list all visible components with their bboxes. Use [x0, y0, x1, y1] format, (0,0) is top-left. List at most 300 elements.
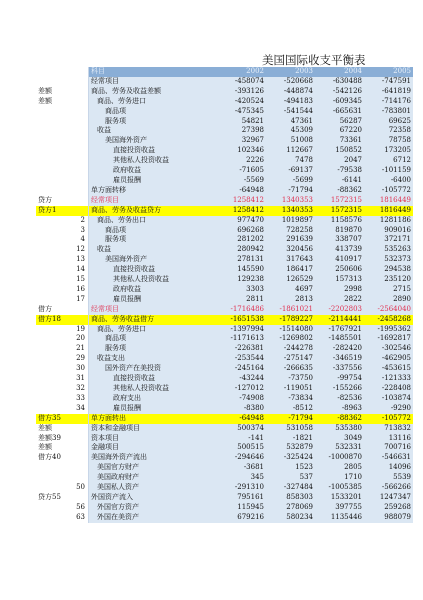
row-value-cell: 145590	[217, 265, 266, 275]
row-value-cell: -714176	[364, 97, 413, 107]
row-value-cell: 6712	[364, 156, 413, 166]
row-line-number: 16	[76, 284, 85, 293]
row-value-cell: -6141	[315, 176, 364, 186]
row-side-label: 差额	[38, 96, 52, 105]
row-side-label	[36, 245, 74, 255]
header-year: 2002	[217, 67, 266, 77]
table-row	[36, 285, 413, 295]
row-line-number	[74, 156, 89, 166]
row-side-label	[36, 483, 74, 493]
row-value-cell: 317643	[266, 255, 315, 265]
row-item-label: 商品项	[89, 334, 218, 344]
row-value-cell: -64948	[217, 414, 266, 424]
table-row	[36, 315, 413, 325]
row-side-label	[36, 235, 74, 245]
row-value-cell: 1572315	[315, 196, 364, 206]
row-value-cell: 259268	[364, 503, 413, 513]
row-item-label: 收益支出	[89, 354, 218, 364]
row-value-cell: -1789227	[266, 315, 315, 325]
row-side-label	[36, 126, 74, 136]
row-value-cell: -127012	[217, 384, 266, 394]
table-row	[36, 136, 413, 146]
row-value-cell: 1533201	[315, 493, 364, 503]
row-value-cell: 54821	[217, 117, 266, 127]
row-line-number	[74, 176, 89, 186]
row-value-cell: 696268	[217, 226, 266, 236]
table-row	[36, 364, 413, 374]
row-item-label: 雇员报酬	[89, 176, 218, 186]
row-line-number	[74, 136, 89, 146]
table-row	[36, 117, 413, 127]
row-value-cell: -1005385	[315, 483, 364, 493]
row-value-cell: -282420	[315, 344, 364, 354]
row-item-label: 政府收益	[89, 166, 218, 176]
row-side-label	[36, 364, 74, 374]
row-line-number: 20	[76, 334, 85, 343]
table-row	[36, 87, 413, 97]
row-side-label: 贷方55	[38, 492, 61, 501]
row-value-cell: -245164	[217, 364, 266, 374]
row-value-cell: -1995362	[364, 325, 413, 335]
row-value-cell: -1397994	[217, 325, 266, 335]
row-item-label: 服务项	[89, 117, 218, 127]
row-value-cell: -1000870	[315, 453, 364, 463]
row-value-cell: -121333	[364, 374, 413, 384]
row-value-cell: -420524	[217, 97, 266, 107]
row-value-cell: 14096	[364, 463, 413, 473]
row-line-number: 15	[76, 275, 85, 284]
table-row	[36, 156, 413, 166]
row-item-label: 雇员报酬	[89, 295, 218, 305]
row-line-number	[74, 77, 89, 87]
row-item-label: 美国海外资产	[89, 136, 218, 146]
table-row	[36, 166, 413, 176]
row-side-label	[36, 473, 74, 483]
row-line-number: 4	[80, 235, 85, 244]
row-value-cell: 535263	[364, 245, 413, 255]
row-value-cell: -69137	[266, 166, 315, 176]
row-value-cell: 2805	[315, 463, 364, 473]
table-row	[36, 503, 413, 513]
row-value-cell: 500515	[217, 443, 266, 453]
row-side-label	[36, 226, 74, 236]
row-item-label: 外国资产流入	[89, 493, 218, 503]
row-value-cell: 281202	[217, 235, 266, 245]
row-value-cell: -64948	[217, 186, 266, 196]
row-value-cell: 73361	[315, 136, 364, 146]
row-line-number	[74, 305, 89, 315]
row-side-label: 贷方	[38, 195, 52, 204]
row-value-cell: -2458268	[364, 315, 413, 325]
row-item-label: 直接投资收益	[89, 265, 218, 275]
row-side-label	[36, 463, 74, 473]
table-row	[36, 443, 413, 453]
row-value-cell: -747591	[364, 77, 413, 87]
row-value-cell: 102346	[217, 146, 266, 156]
row-line-number	[74, 473, 89, 483]
table-row	[36, 344, 413, 354]
table-row	[36, 463, 413, 473]
table-row	[36, 255, 413, 265]
row-side-label	[36, 404, 74, 414]
row-line-number: 30	[76, 364, 85, 373]
table-row	[36, 77, 413, 87]
row-value-cell: 500374	[217, 424, 266, 434]
table-row	[36, 176, 413, 186]
table-row	[36, 404, 413, 414]
row-item-label: 经常项目	[89, 77, 218, 87]
row-value-cell: -294646	[217, 453, 266, 463]
row-item-label: 收益	[89, 245, 218, 255]
row-value-cell: 186417	[266, 265, 315, 275]
table-row	[36, 493, 413, 503]
row-value-cell: -1485501	[315, 334, 364, 344]
row-line-number	[74, 434, 89, 444]
row-value-cell: -291310	[217, 483, 266, 493]
row-value-cell: -88362	[315, 186, 364, 196]
row-side-label	[36, 354, 74, 364]
row-item-label: 直接投资收益	[89, 374, 218, 384]
row-item-label: 其他私人投资收益	[89, 384, 218, 394]
row-item-label: 商品、劳务进口	[89, 325, 218, 335]
row-item-label: 美国海外资产流出	[89, 453, 218, 463]
row-value-cell: 1019897	[266, 216, 315, 226]
row-value-cell: -475345	[217, 107, 266, 117]
table-row	[36, 453, 413, 463]
table-row	[36, 384, 413, 394]
row-side-label	[36, 255, 74, 265]
table-row	[36, 473, 413, 483]
row-value-cell: 32967	[217, 136, 266, 146]
row-value-cell: 78758	[364, 136, 413, 146]
row-value-cell: -1821	[266, 434, 315, 444]
row-side-label	[36, 334, 74, 344]
row-line-number: 56	[76, 502, 85, 511]
row-value-cell: -82536	[315, 394, 364, 404]
row-value-cell: 532331	[315, 443, 364, 453]
row-value-cell: -783801	[364, 107, 413, 117]
row-value-cell: 291639	[266, 235, 315, 245]
row-value-cell: 320456	[266, 245, 315, 255]
row-value-cell: 47361	[266, 117, 315, 127]
row-value-cell: 45309	[266, 126, 315, 136]
row-value-cell: 280942	[217, 245, 266, 255]
row-value-cell: -2114441	[315, 315, 364, 325]
row-side-label	[36, 503, 74, 513]
row-line-number	[74, 493, 89, 503]
row-side-label: 借方40	[38, 453, 61, 462]
row-value-cell: -1716486	[217, 305, 266, 315]
row-value-cell: 338707	[315, 235, 364, 245]
table-row	[36, 97, 413, 107]
row-value-cell: -665631	[315, 107, 364, 117]
row-value-cell: -244278	[266, 344, 315, 354]
row-value-cell: 1523	[266, 463, 315, 473]
row-value-cell: 4697	[266, 285, 315, 295]
row-line-number	[74, 196, 89, 206]
row-side-label	[36, 285, 74, 295]
row-value-cell: -105772	[364, 186, 413, 196]
table-row	[36, 216, 413, 226]
row-value-cell: 2715	[364, 285, 413, 295]
row-side-label: 借方	[38, 304, 52, 313]
row-side-label	[36, 107, 74, 117]
row-value-cell: -546631	[364, 453, 413, 463]
row-value-cell: 580234	[266, 513, 315, 523]
table-row	[36, 334, 413, 344]
row-line-number: 14	[76, 265, 85, 274]
row-value-cell: -275147	[266, 354, 315, 364]
header-year: 2004	[315, 67, 364, 77]
header-side-cell	[36, 67, 74, 77]
row-value-cell: -228408	[364, 384, 413, 394]
header-num-cell	[74, 67, 89, 77]
row-value-cell: -226381	[217, 344, 266, 354]
row-line-number: 3	[80, 225, 85, 234]
row-value-cell: 1710	[315, 473, 364, 483]
row-value-cell: -71794	[266, 186, 315, 196]
row-value-cell: -74908	[217, 394, 266, 404]
row-value-cell: 372171	[364, 235, 413, 245]
row-value-cell: 728258	[266, 226, 315, 236]
row-item-label: 雇员报酬	[89, 404, 218, 414]
row-value-cell: 278069	[266, 503, 315, 513]
row-item-label: 直接投资收益	[89, 146, 218, 156]
row-value-cell: -103874	[364, 394, 413, 404]
table-row	[36, 424, 413, 434]
table-row	[36, 374, 413, 384]
row-value-cell: 150852	[315, 146, 364, 156]
row-value-cell: 115945	[217, 503, 266, 513]
row-value-cell: 278131	[217, 255, 266, 265]
row-side-label	[36, 117, 74, 127]
row-value-cell: -9290	[364, 404, 413, 414]
row-item-label: 外国在美资产	[89, 513, 218, 523]
row-value-cell: 157313	[315, 275, 364, 285]
table-row	[36, 275, 413, 285]
row-value-cell: -141	[217, 434, 266, 444]
table-row	[36, 513, 413, 523]
row-side-label	[36, 344, 74, 354]
row-side-label	[36, 374, 74, 384]
row-value-cell: 1340353	[266, 206, 315, 216]
table-row	[36, 196, 413, 206]
header-year: 2003	[266, 67, 315, 77]
row-value-cell: -462905	[364, 354, 413, 364]
row-side-label	[36, 216, 74, 226]
row-line-number: 50	[76, 483, 85, 492]
row-side-label: 差额	[38, 423, 52, 432]
row-value-cell: -641819	[364, 87, 413, 97]
row-line-number	[74, 443, 89, 453]
row-value-cell: -1171613	[217, 334, 266, 344]
row-value-cell: 2890	[364, 295, 413, 305]
row-line-number: 21	[76, 344, 85, 353]
row-line-number: 31	[76, 374, 85, 383]
row-value-cell: 531058	[266, 424, 315, 434]
row-line-number	[74, 126, 89, 136]
row-side-label	[36, 394, 74, 404]
table-row	[36, 305, 413, 315]
row-item-label: 资本项目	[89, 434, 218, 444]
row-item-label: 收益	[89, 126, 218, 136]
row-line-number: 13	[76, 255, 85, 264]
row-value-cell: -325424	[266, 453, 315, 463]
row-value-cell: 795161	[217, 493, 266, 503]
row-value-cell: 819870	[315, 226, 364, 236]
row-value-cell: -5699	[266, 176, 315, 186]
table-row	[36, 206, 413, 216]
table-row	[36, 394, 413, 404]
row-value-cell: -1692817	[364, 334, 413, 344]
row-value-cell: 56287	[315, 117, 364, 127]
row-value-cell: 2998	[315, 285, 364, 295]
row-value-cell: 69625	[364, 117, 413, 127]
row-value-cell: -346519	[315, 354, 364, 364]
row-side-label: 借方35	[36, 414, 74, 424]
row-value-cell: -2202803	[315, 305, 364, 315]
row-line-number: 33	[76, 393, 85, 402]
table-row	[36, 245, 413, 255]
row-value-cell: -79538	[315, 166, 364, 176]
row-value-cell: 1816449	[364, 196, 413, 206]
row-value-cell: 67220	[315, 126, 364, 136]
row-value-cell: -1767921	[315, 325, 364, 335]
row-value-cell: 173205	[364, 146, 413, 156]
row-value-cell: -71794	[266, 414, 315, 424]
row-value-cell: 126529	[266, 275, 315, 285]
row-line-number: 17	[76, 294, 85, 303]
row-side-label: 差额39	[38, 433, 61, 442]
row-side-label	[36, 176, 74, 186]
row-value-cell: 1816449	[364, 206, 413, 216]
row-value-cell: -1651538	[217, 315, 266, 325]
row-value-cell: 1281186	[364, 216, 413, 226]
row-value-cell: 413739	[315, 245, 364, 255]
row-value-cell: -253544	[217, 354, 266, 364]
row-item-label: 单方面转出	[89, 414, 218, 424]
table-row	[36, 126, 413, 136]
row-value-cell: -8963	[315, 404, 364, 414]
table-body	[36, 77, 413, 523]
row-line-number	[74, 315, 89, 325]
row-value-cell: 2226	[217, 156, 266, 166]
row-value-cell: 3049	[315, 434, 364, 444]
row-side-label	[36, 265, 74, 275]
row-value-cell: 532879	[266, 443, 315, 453]
header-year: 2005	[364, 67, 413, 77]
row-line-number	[74, 186, 89, 196]
row-value-cell: -458074	[217, 77, 266, 87]
row-line-number	[74, 97, 89, 107]
row-side-label	[36, 146, 74, 156]
row-side-label	[36, 513, 74, 523]
row-value-cell: 51008	[266, 136, 315, 146]
row-value-cell: 1247347	[364, 493, 413, 503]
table-row	[36, 146, 413, 156]
row-value-cell: 2822	[315, 295, 364, 305]
row-line-number	[74, 117, 89, 127]
row-value-cell: -119051	[266, 384, 315, 394]
row-value-cell: 535380	[315, 424, 364, 434]
row-line-number	[74, 463, 89, 473]
row-value-cell: 3303	[217, 285, 266, 295]
table-row	[36, 414, 413, 424]
row-value-cell: -105772	[364, 414, 413, 424]
row-line-number	[74, 87, 89, 97]
row-value-cell: -337556	[315, 364, 364, 374]
row-item-label: 经常项目	[89, 196, 218, 206]
row-side-label	[36, 295, 74, 305]
row-value-cell: 112667	[266, 146, 315, 156]
row-line-number	[74, 107, 89, 117]
row-item-label: 其他私人投资收益	[89, 275, 218, 285]
row-item-label: 经常项目	[89, 305, 218, 315]
row-item-label: 金融项目	[89, 443, 218, 453]
row-value-cell: 2813	[266, 295, 315, 305]
row-value-cell: 2047	[315, 156, 364, 166]
row-value-cell: -1861021	[266, 305, 315, 315]
table-row	[36, 354, 413, 364]
page-title: 美国国际收支平衡表	[262, 53, 366, 67]
table-row	[36, 325, 413, 335]
row-value-cell: -393126	[217, 87, 266, 97]
row-item-label: 商品、劳务收益借方	[89, 315, 218, 325]
table-row	[36, 295, 413, 305]
row-value-cell: 27398	[217, 126, 266, 136]
row-value-cell: -8512	[266, 404, 315, 414]
row-value-cell: 5539	[364, 473, 413, 483]
row-value-cell: -155266	[315, 384, 364, 394]
row-item-label: 美国政府财产	[89, 473, 218, 483]
row-value-cell: 700716	[364, 443, 413, 453]
row-value-cell: 1340353	[266, 196, 315, 206]
row-value-cell: 679216	[217, 513, 266, 523]
row-item-label: 美国官方财产	[89, 463, 218, 473]
row-item-label: 服务项	[89, 235, 218, 245]
row-value-cell: -520668	[266, 77, 315, 87]
row-value-cell: -542126	[315, 87, 364, 97]
row-side-label	[36, 156, 74, 166]
row-item-label: 政府支出	[89, 394, 218, 404]
row-value-cell: -453615	[364, 364, 413, 374]
row-value-cell: 235120	[364, 275, 413, 285]
row-value-cell: 909016	[364, 226, 413, 236]
row-item-label: 政府收益	[89, 285, 218, 295]
row-value-cell: -609345	[315, 97, 364, 107]
row-item-label: 单方面转移	[89, 186, 218, 196]
row-line-number	[74, 414, 89, 424]
row-item-label: 商品、劳务及收益贷方	[89, 206, 218, 216]
row-item-label: 服务项	[89, 344, 218, 354]
row-value-cell: -101159	[364, 166, 413, 176]
row-value-cell: -43244	[217, 374, 266, 384]
row-value-cell: 977470	[217, 216, 266, 226]
row-side-label: 差额	[38, 443, 52, 452]
row-value-cell: 2811	[217, 295, 266, 305]
table-header-row	[36, 67, 413, 77]
row-value-cell: -73750	[266, 374, 315, 384]
row-side-label	[36, 384, 74, 394]
row-value-cell: -630488	[315, 77, 364, 87]
row-value-cell: -266635	[266, 364, 315, 374]
row-value-cell: 345	[217, 473, 266, 483]
row-line-number: 32	[76, 384, 85, 392]
row-item-label: 商品项	[89, 107, 218, 117]
row-line-number	[74, 166, 89, 176]
row-value-cell: -302546	[364, 344, 413, 354]
row-item-label: 资本和金融项目	[89, 424, 218, 434]
